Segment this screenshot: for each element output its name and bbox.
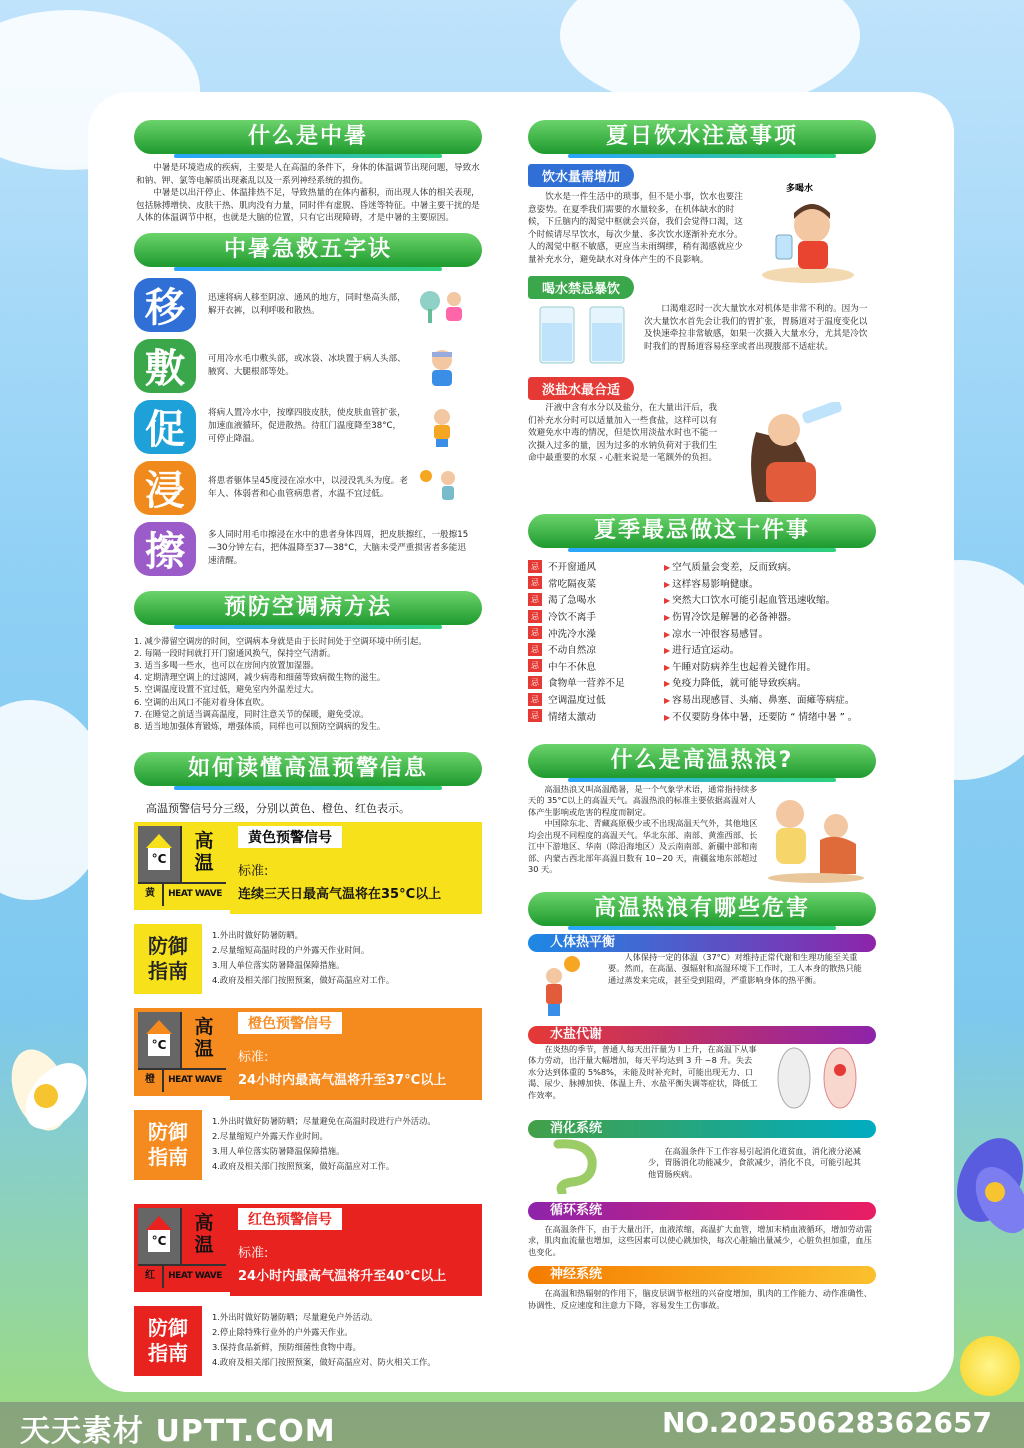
watermark-right: NO.20250628362657	[661, 1406, 992, 1439]
woman-drinking-icon	[726, 402, 866, 502]
warning-icon	[134, 822, 230, 910]
taboo-reason: ▶ 不仅要防身体中暑，还要防 “ 情绪中暑 ” 。	[664, 709, 857, 723]
first-aid-item	[134, 336, 482, 396]
list-item: 1.外出时做好防暑防晒；尽量避免户外活动。	[212, 1312, 378, 1323]
first-aid-text: 迅速将病人移至阴凉、通风的地方，同时垫高头部，解开衣裤，以利呼吸和散热。	[208, 292, 406, 316]
first-aid-char: 敷	[134, 339, 196, 393]
paragraph: 饮水是一件生活中的琐事，但不是小事，饮水也要注意姿势。在夏季我们需要的水量较多，在机体缺水的时候，下丘脑内的渴觉中枢就会兴奋，我们会觉得口渴，这个时候请尽早饮水，每次少量、多次饮水逐渐补充水分。人的渴觉中枢不敏感，更应当未雨绸缪，稍有渴感就应少量补充水分，避免缺水对身体产生的不良影响。	[528, 192, 743, 265]
list-item: 2. 每隔一段时间就打开门窗通风换气，保持空气清新。	[134, 647, 336, 658]
paragraph: 在高温和热辐射的作用下，脑皮层调节枢纽的兴奋度增加，肌肉的工作能力、动作准确性、协调性、反应速度和注意力下降，容易发生工伤事故。	[528, 1288, 872, 1310]
first-aid-char: 擦	[134, 522, 196, 576]
paragraph: 人体保持一定的体温（37°C）对维持正常代谢和生理功能至关重要。然而，在高温、强辐射和高湿环境下工作时，工人本身的散热只能通过蒸发来完成，甚至受到阻碍，严重影响身体的热平衡。	[608, 951, 862, 985]
list-item	[528, 641, 876, 658]
list-item	[528, 575, 876, 592]
list-item: 6. 空调的出风口不能对着身体直吹。	[134, 696, 270, 707]
right-column	[528, 120, 876, 1311]
hot-label: 高 温	[182, 1208, 226, 1266]
taboo-mark: 忌	[528, 576, 542, 589]
section-title: 什么是高温热浪?	[528, 744, 876, 778]
heat-wave-label: HEAT WAVE	[168, 1271, 222, 1282]
taboo-reason: ▶ 凉水一冲很容易感冒。	[664, 626, 768, 640]
taboo-mark: 忌	[528, 709, 542, 722]
taboo-mark: 忌	[528, 676, 542, 689]
hazard-bar: 消化系统	[528, 1120, 876, 1138]
prevention-list	[134, 635, 482, 733]
warning-icon	[134, 1008, 230, 1096]
taboo-reason: ▶ 进行适宜运动。	[664, 642, 739, 656]
standard-label: 标准:	[238, 864, 269, 880]
paragraph: 汗液中含有水分以及盐分，在大量出汗后，我们补充水分时可以适量加入一些食盐，这样可以有效避免水中毒的情况，但是饮用淡盐水时也不能一次摄入过多的量，因为过多的水钠负荷对于我们生命中最重要的水泵 - 心脏来说是一笔额外的负担。	[528, 403, 718, 463]
list-item	[528, 591, 876, 608]
list-item	[528, 707, 876, 724]
taboo-action: 冷饮不离手	[548, 612, 596, 624]
paragraph: 在炎热的季节，普通人每天出汗量为 l 上升，在高温下从事体力劳动，出汗量大幅增加，每天平均达到 3 升 ~8 升。失去水分达到体重的 5%8%，未能及时补充时，可能出现无力、口渴、尿少、脉搏加快、体温上升、水盐平衡失调等症状，降低工作效率。	[528, 1043, 758, 1100]
standard-value: 24小时内最高气温将升至40°C以上	[238, 1269, 447, 1285]
taboo-action: 不开窗通风	[548, 562, 596, 574]
list-item	[528, 691, 876, 708]
fan-person-illustration	[416, 283, 468, 327]
soaking-illustration	[416, 466, 468, 510]
paragraph: 在高温条件下工作容易引起消化道贫血，消化液分泌减少，胃肠消化功能减少，食欲减少，消化不良，可能引起其他胃肠疾病。	[648, 1145, 861, 1179]
color-name: 黄	[138, 884, 164, 906]
paragraph: 在高温条件下，由于大量出汗，血液浓缩，高温扩大血管，增加末梢血液循环，增加劳动需求，肌肉血流量也增加，这些因素可以使心跳加快，每次心脏输出量减少，心脏负担加重，血压也变化。	[528, 1223, 872, 1257]
list-item: 5. 空调温度设置不宜过低，避免室内外温差过大。	[134, 684, 319, 695]
heat-wave-label: HEAT WAVE	[168, 889, 222, 900]
taboo-reason: ▶ 伤胃冷饮是解暑的必备神器。	[664, 609, 797, 623]
stomach-icon	[528, 1138, 648, 1194]
list-item: 4.政府及相关部门按照预案，做好高温应对、防火相关工作。	[212, 1357, 436, 1368]
first-aid-text: 将病人置冷水中，按摩四肢皮肤，使皮肤血管扩张，加速血液循环，促进散热。待肛门温度降至38°C，可停止降温。	[208, 408, 406, 444]
list-item: 7. 在睡觉之前适当调高温度，同时注意关节的保暖，避免受凉。	[134, 708, 369, 719]
standard-label: 标准:	[238, 1050, 269, 1066]
taboo-action: 不动自然凉	[548, 645, 596, 657]
section-title: 如何读懂高温预警信息	[134, 752, 482, 786]
list-item: 2.停止除特殊行业外的户外露天作业。	[212, 1327, 353, 1338]
signal-title: 黄色预警信号	[238, 826, 342, 848]
taboo-mark: 忌	[528, 643, 542, 656]
taboo-reason: ▶ 突然大口饮水可能引起血管迅速收缩。	[664, 592, 835, 606]
list-item: 3.用人单位落实防暑降温保障措施。	[212, 1146, 345, 1157]
standard-value: 连续三天日最高气温将在35°C以上	[238, 887, 442, 903]
defense-guide	[134, 1306, 482, 1376]
hot-label: 高 温	[182, 826, 226, 884]
first-aid-text: 多人同时用毛巾擦浸在水中的患者身体四周，把皮肤擦红，一般擦15—30分钟左右，把体温降至37—38°C，大脑未受严重损害者多能迅速清醒。	[208, 530, 469, 566]
guide-badge: 防御 指南	[134, 924, 202, 994]
drinking-illustration	[744, 184, 874, 266]
first-aid-char: 促	[134, 400, 196, 454]
list-item	[528, 624, 876, 641]
paragraph: 口渴难忍时一次大量饮水对机体是非常不利的。因为一次大量饮水首先会让我们的胃扩张，胃肠道对于温度变化以及快速牵拉非常敏感，如果一次摄入大量水分，尤其是冷饮时我们的胃肠道容易痉挛或者出现腹部不适症状。	[644, 304, 868, 352]
taboo-reason: ▶ 免疫力降低，就可能导致疾病。	[664, 675, 806, 689]
section-title: 高温热浪有哪些危害	[528, 892, 876, 926]
taboo-action: 冲洗冷水澡	[548, 628, 596, 640]
defense-guide	[134, 924, 482, 994]
list-item: 1.外出时做好防暑防晒；尽量避免在高温时段进行户外活动。	[212, 1116, 436, 1127]
hazard-bar: 人体热平衡	[528, 934, 876, 952]
section-title: 夏日饮水注意事项	[528, 120, 876, 154]
taboo-action: 情绪太激动	[548, 711, 596, 723]
first-aid-item	[134, 458, 482, 518]
thermometer-icon: °C	[138, 1012, 182, 1070]
section-title: 预防空调病方法	[134, 591, 482, 625]
taboo-action: 空调温度过低	[548, 695, 606, 707]
heat-wave-illustration	[760, 784, 870, 884]
first-aid-char: 移	[134, 278, 196, 332]
color-name: 橙	[138, 1070, 164, 1092]
taboo-reason: ▶ 空气质量会变差，反而致病。	[664, 559, 797, 573]
sun-decoration	[960, 1336, 1020, 1396]
paragraph: 中暑是以出汗停止、体温排热不足，导致热量的在体内蓄积，而出现人体的相关表现，包括脉搏增快、皮肤干热、肌肉没有力量，同时伴有虚脱、昏迷等特征。中暑主要干扰的是人体的体温调节中枢，也就是大脑的位置，只有它出现障碍，才是中暑的主要原因。	[136, 188, 480, 223]
guide-badge: 防御 指南	[134, 1110, 202, 1180]
defense-guide	[134, 1110, 482, 1180]
taboo-reason: ▶ 容易出现感冒、头痛、鼻塞、面瘫等病症。	[664, 692, 854, 706]
taboo-mark: 忌	[528, 659, 542, 672]
taboo-mark: 忌	[528, 626, 542, 639]
list-item: 1. 减少滞留空调房的时间，空调病本身就是由于长时间处于空调环境中所引起。	[134, 635, 427, 646]
list-item	[528, 674, 876, 691]
hazard-bar: 水盐代谢	[528, 1026, 876, 1044]
warning-signal-orange	[134, 1008, 482, 1100]
standard-value: 24小时内最高气温将升至37°C以上	[238, 1073, 447, 1089]
sun-person-icon	[528, 952, 588, 1018]
taboo-action: 常吃隔夜菜	[548, 578, 596, 590]
color-name: 红	[138, 1266, 164, 1288]
subsection-tag: 饮水量需增加	[528, 164, 634, 187]
list-item	[528, 608, 876, 625]
standard-label: 标准:	[238, 1246, 269, 1262]
paragraph: 高温热浪又叫高温酷暑，是一个气象学术语，通常指持续多天的 35°C以上的高温天气。高温热浪的标准主要依据高温对人体产生影响或危害的程度而制定。	[528, 783, 758, 817]
paragraph: 中国除东北、青藏高原极少或不出现高温天气外，其他地区均会出现不同程度的高温天气。华北东部、南部、黄淮西部、长江中下游地区、华南（除沿海地区）及云南南部、新疆中部和南部、内蒙古西北部年高温日数有 10~20 天，南疆盆地东部超过 30 天。	[528, 818, 758, 875]
hazard-bar: 神经系统	[528, 1266, 876, 1284]
taboo-action: 中午不休息	[548, 661, 596, 673]
section-title: 什么是中暑	[134, 120, 482, 154]
signal-title: 橙色预警信号	[238, 1012, 342, 1034]
guide-badge: 防御 指南	[134, 1306, 202, 1376]
section-title: 中暑急救五字诀	[134, 233, 482, 267]
warning-signal-yellow	[134, 822, 482, 914]
first-aid-text: 将患者躯体呈45度浸在凉水中，以浸没乳头为度。老年人、体弱者和心血管病患者，水温不宜过低。	[208, 475, 408, 499]
watermark-bar	[0, 1402, 1024, 1448]
cold-towel-illustration	[416, 344, 468, 388]
massage-illustration	[416, 405, 468, 449]
list-item	[528, 558, 876, 575]
heat-wave-label: HEAT WAVE	[168, 1075, 222, 1086]
left-column	[134, 120, 482, 1376]
taboo-mark: 忌	[528, 610, 542, 623]
list-item: 3.保持食品新鲜，预防细菌性食物中毒。	[212, 1342, 361, 1353]
list-item: 1.外出时做好防暑防晒。	[212, 930, 303, 941]
taboo-mark: 忌	[528, 560, 542, 573]
paragraph: 中暑是环境造成的疾病，主要是人在高温的条件下，身体的体温调节出现问题，导致水和钠、钾、氯等电解质出现紊乱以及一系列神经系统的损伤。	[136, 163, 480, 186]
subsection-tag: 淡盐水最合适	[528, 377, 634, 400]
list-item: 2.尽量缩短高温时段的户外露天作业时间。	[212, 945, 370, 956]
taboo-action: 渴了急喝水	[548, 595, 596, 607]
taboo-mark: 忌	[528, 593, 542, 606]
hazard-bar: 循环系统	[528, 1202, 876, 1220]
first-aid-text: 可用冷水毛巾敷头部，或冰袋、冰块置于病人头部、腋窝、大腿根部等处。	[208, 353, 406, 377]
child-drinking-icon	[748, 195, 868, 285]
drink-more-label: 多喝水	[786, 184, 814, 194]
list-item: 3.用人单位落实防暑降温保障措施。	[212, 960, 345, 971]
first-aid-item	[134, 275, 482, 335]
heatstroke-definition	[134, 162, 482, 225]
first-aid-list	[134, 275, 482, 579]
section-title: 夏季最忌做这十件事	[528, 514, 876, 548]
list-item: 8. 适当地加强体育锻炼，增强体质，同样也可以预防空调病的发生。	[134, 720, 386, 731]
water-glasses-icon	[528, 303, 638, 367]
warning-intro: 高温预警信号分三级，分别以黄色、橙色、红色表示。	[146, 802, 410, 816]
first-aid-item	[134, 397, 482, 457]
hot-label: 高 温	[182, 1012, 226, 1070]
taboo-list	[528, 558, 876, 724]
warning-signal-red	[134, 1204, 482, 1296]
first-aid-item	[134, 519, 482, 579]
list-item: 4.政府及相关部门按照预案，做好高温应对工作。	[212, 975, 395, 986]
first-aid-char: 浸	[134, 461, 196, 515]
anatomy-icon	[760, 1044, 870, 1112]
warning-icon	[134, 1204, 230, 1292]
list-item: 4. 定期清理空调上的过滤网，减少病毒和细菌等致病微生物的滋生。	[134, 672, 386, 683]
list-item	[528, 658, 876, 675]
taboo-mark: 忌	[528, 693, 542, 706]
list-item: 2.尽量缩短户外露天作业时间。	[212, 1131, 328, 1142]
flower-decoration	[0, 1030, 96, 1150]
watermark-left: 天天素材 UPTT.COM	[20, 1414, 336, 1448]
subsection-tag: 喝水禁忌暴饮	[528, 276, 634, 299]
thermometer-icon: °C	[138, 1208, 182, 1266]
list-item: 4.政府及相关部门按照预案，做好高温应对工作。	[212, 1161, 395, 1172]
taboo-action: 食物单一营养不足	[548, 678, 625, 690]
taboo-reason: ▶ 午睡对防病养生也起着关键作用。	[664, 659, 816, 673]
taboo-reason: ▶ 这样容易影响健康。	[664, 576, 759, 590]
list-item: 3. 适当多喝一些水，也可以在房间内放置加湿器。	[134, 659, 319, 670]
signal-title: 红色预警信号	[238, 1208, 342, 1230]
thermometer-icon: °C	[138, 826, 182, 884]
